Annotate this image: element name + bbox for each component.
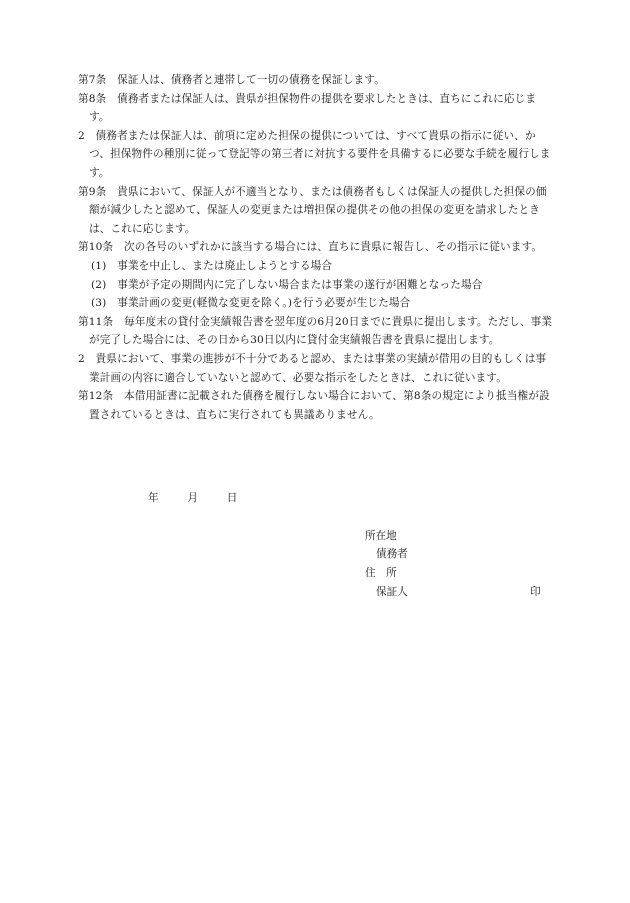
clause-11-paragraph-2: 2 貴県において、事業の進捗が不十分であると認め、または事業の実績が借用の目的もしくは事業計画の内容に適合していないと認めて、必要な指示をしたときは、これに従います。 [78,352,547,384]
clause-11: 第11条 毎年度末の貸付金実績報告書を翌年度の6月20日までに貴県に提出します。ただし、事業が完了した場合には、その日から30日以内に貸付金実績報告書を貴県に提出します。 [78,315,553,347]
debtor-label: 債務者 [376,548,408,560]
address-label-2: 住 所 [365,567,397,579]
clause-10-item-1: (1) 事業を中止し、または廃止しようとする場合 [91,259,333,272]
date-year: 年 [148,492,159,504]
clause-10: 第10条 次の各号のいずれかに該当する場合には、直ちに貴県に報告し、その指示に従います。 [78,241,543,254]
seal-mark: 印 [530,586,541,598]
clause-8: 第8条 債務者または保証人は、貴県が担保物件の提供を要求したときは、直ちにこれに応じます。 [78,92,537,124]
clause-9: 第9条 貴県において、保証人が不適当となり、または債務者もしくは保証人の提供した担保の価額が減少したと認めて、保証人の変更または増担保の提供その他の担保の変更を請求したときは、これに応じます。 [78,185,547,235]
date-day: 日 [226,492,238,504]
address-label-1: 所在地 [365,530,397,542]
clause-10-item-3: (3) 事業計画の変更(軽微な変更を除く。)を行う必要が生じた場合 [91,297,411,310]
clause-block [78,71,556,424]
date-month: 月 [187,492,198,504]
clause-7: 第7条 保証人は、債務者と連帯して一切の債務を保証します。 [78,74,385,86]
clause-8-paragraph-2: 2 債務者または保証人は、前項に定めた担保の提供については、すべて貴県の指示に従い、かつ、担保物件の種別に従って登記等の第三者に対抗する要件を具備するに必要な手続を履行します。 [78,129,551,179]
guarantor-label: 保証人 [376,586,408,598]
date-line [148,491,237,505]
clause-12: 第12条 本借用証書に記載された債務を履行しない場合において、第8条の規定により抵当権が設置されているときは、直ちに実行されても異議ありません。 [78,390,550,421]
clause-10-item-2: (2) 事業が予定の期間内に完了しない場合または事業の遂行が困難となった場合 [91,278,483,291]
